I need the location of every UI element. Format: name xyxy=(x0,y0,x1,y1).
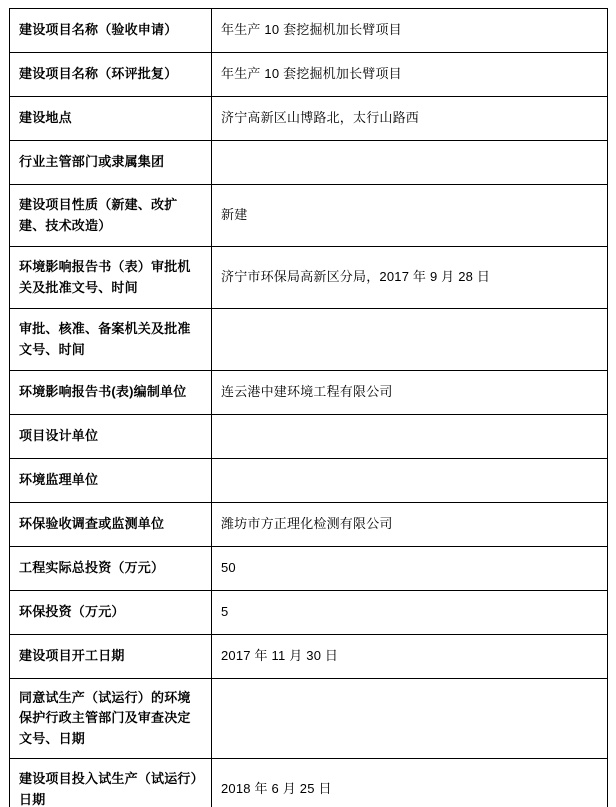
row-label: 项目设计单位 xyxy=(10,415,212,459)
table-row xyxy=(10,459,608,503)
table-row xyxy=(10,97,608,141)
table-row xyxy=(10,591,608,635)
row-value: 连云港中建环境工程有限公司 xyxy=(212,371,608,415)
row-value: 潍坊市方正理化检测有限公司 xyxy=(212,503,608,547)
row-label: 环境影响报告书(表)编制单位 xyxy=(10,371,212,415)
row-value xyxy=(212,459,608,503)
table-row xyxy=(10,679,608,759)
row-label: 环境监理单位 xyxy=(10,459,212,503)
table-row xyxy=(10,547,608,591)
row-label: 建设项目名称（环评批复） xyxy=(10,53,212,97)
row-label: 同意试生产（试运行）的环境保护行政主管部门及审查决定文号、日期 xyxy=(10,679,212,759)
row-value: 2017 年 11 月 30 日 xyxy=(212,635,608,679)
table-row xyxy=(10,635,608,679)
row-label: 环保投资（万元） xyxy=(10,591,212,635)
row-value: 5 xyxy=(212,591,608,635)
row-label: 行业主管部门或隶属集团 xyxy=(10,141,212,185)
table-row xyxy=(10,9,608,53)
row-value: 济宁高新区山博路北，太行山路西 xyxy=(212,97,608,141)
row-value xyxy=(212,141,608,185)
table-row xyxy=(10,247,608,309)
row-value: 年生产 10 套挖掘机加长臂项目 xyxy=(212,53,608,97)
row-value: 济宁市环保局高新区分局，2017 年 9 月 28 日 xyxy=(212,247,608,309)
table-row xyxy=(10,371,608,415)
row-value: 50 xyxy=(212,547,608,591)
table-row xyxy=(10,415,608,459)
table-row xyxy=(10,309,608,371)
row-value xyxy=(212,309,608,371)
row-value xyxy=(212,415,608,459)
table-row xyxy=(10,185,608,247)
row-value: 年生产 10 套挖掘机加长臂项目 xyxy=(212,9,608,53)
table-row xyxy=(10,141,608,185)
row-label: 建设项目名称（验收申请） xyxy=(10,9,212,53)
row-label: 环保验收调查或监测单位 xyxy=(10,503,212,547)
row-label: 建设项目开工日期 xyxy=(10,635,212,679)
row-value xyxy=(212,679,608,759)
table-body xyxy=(10,9,608,807)
table-row xyxy=(10,53,608,97)
row-label: 工程实际总投资（万元） xyxy=(10,547,212,591)
row-label: 环境影响报告书（表）审批机关及批准文号、时间 xyxy=(10,247,212,309)
table-row xyxy=(10,759,608,807)
row-value: 新建 xyxy=(212,185,608,247)
project-info-table xyxy=(9,8,608,807)
row-value: 2018 年 6 月 25 日 xyxy=(212,759,608,807)
table-row xyxy=(10,503,608,547)
row-label: 审批、核准、备案机关及批准文号、时间 xyxy=(10,309,212,371)
row-label: 建设地点 xyxy=(10,97,212,141)
row-label: 建设项目投入试生产（试运行）日期 xyxy=(10,759,212,807)
row-label: 建设项目性质（新建、改扩建、技术改造） xyxy=(10,185,212,247)
